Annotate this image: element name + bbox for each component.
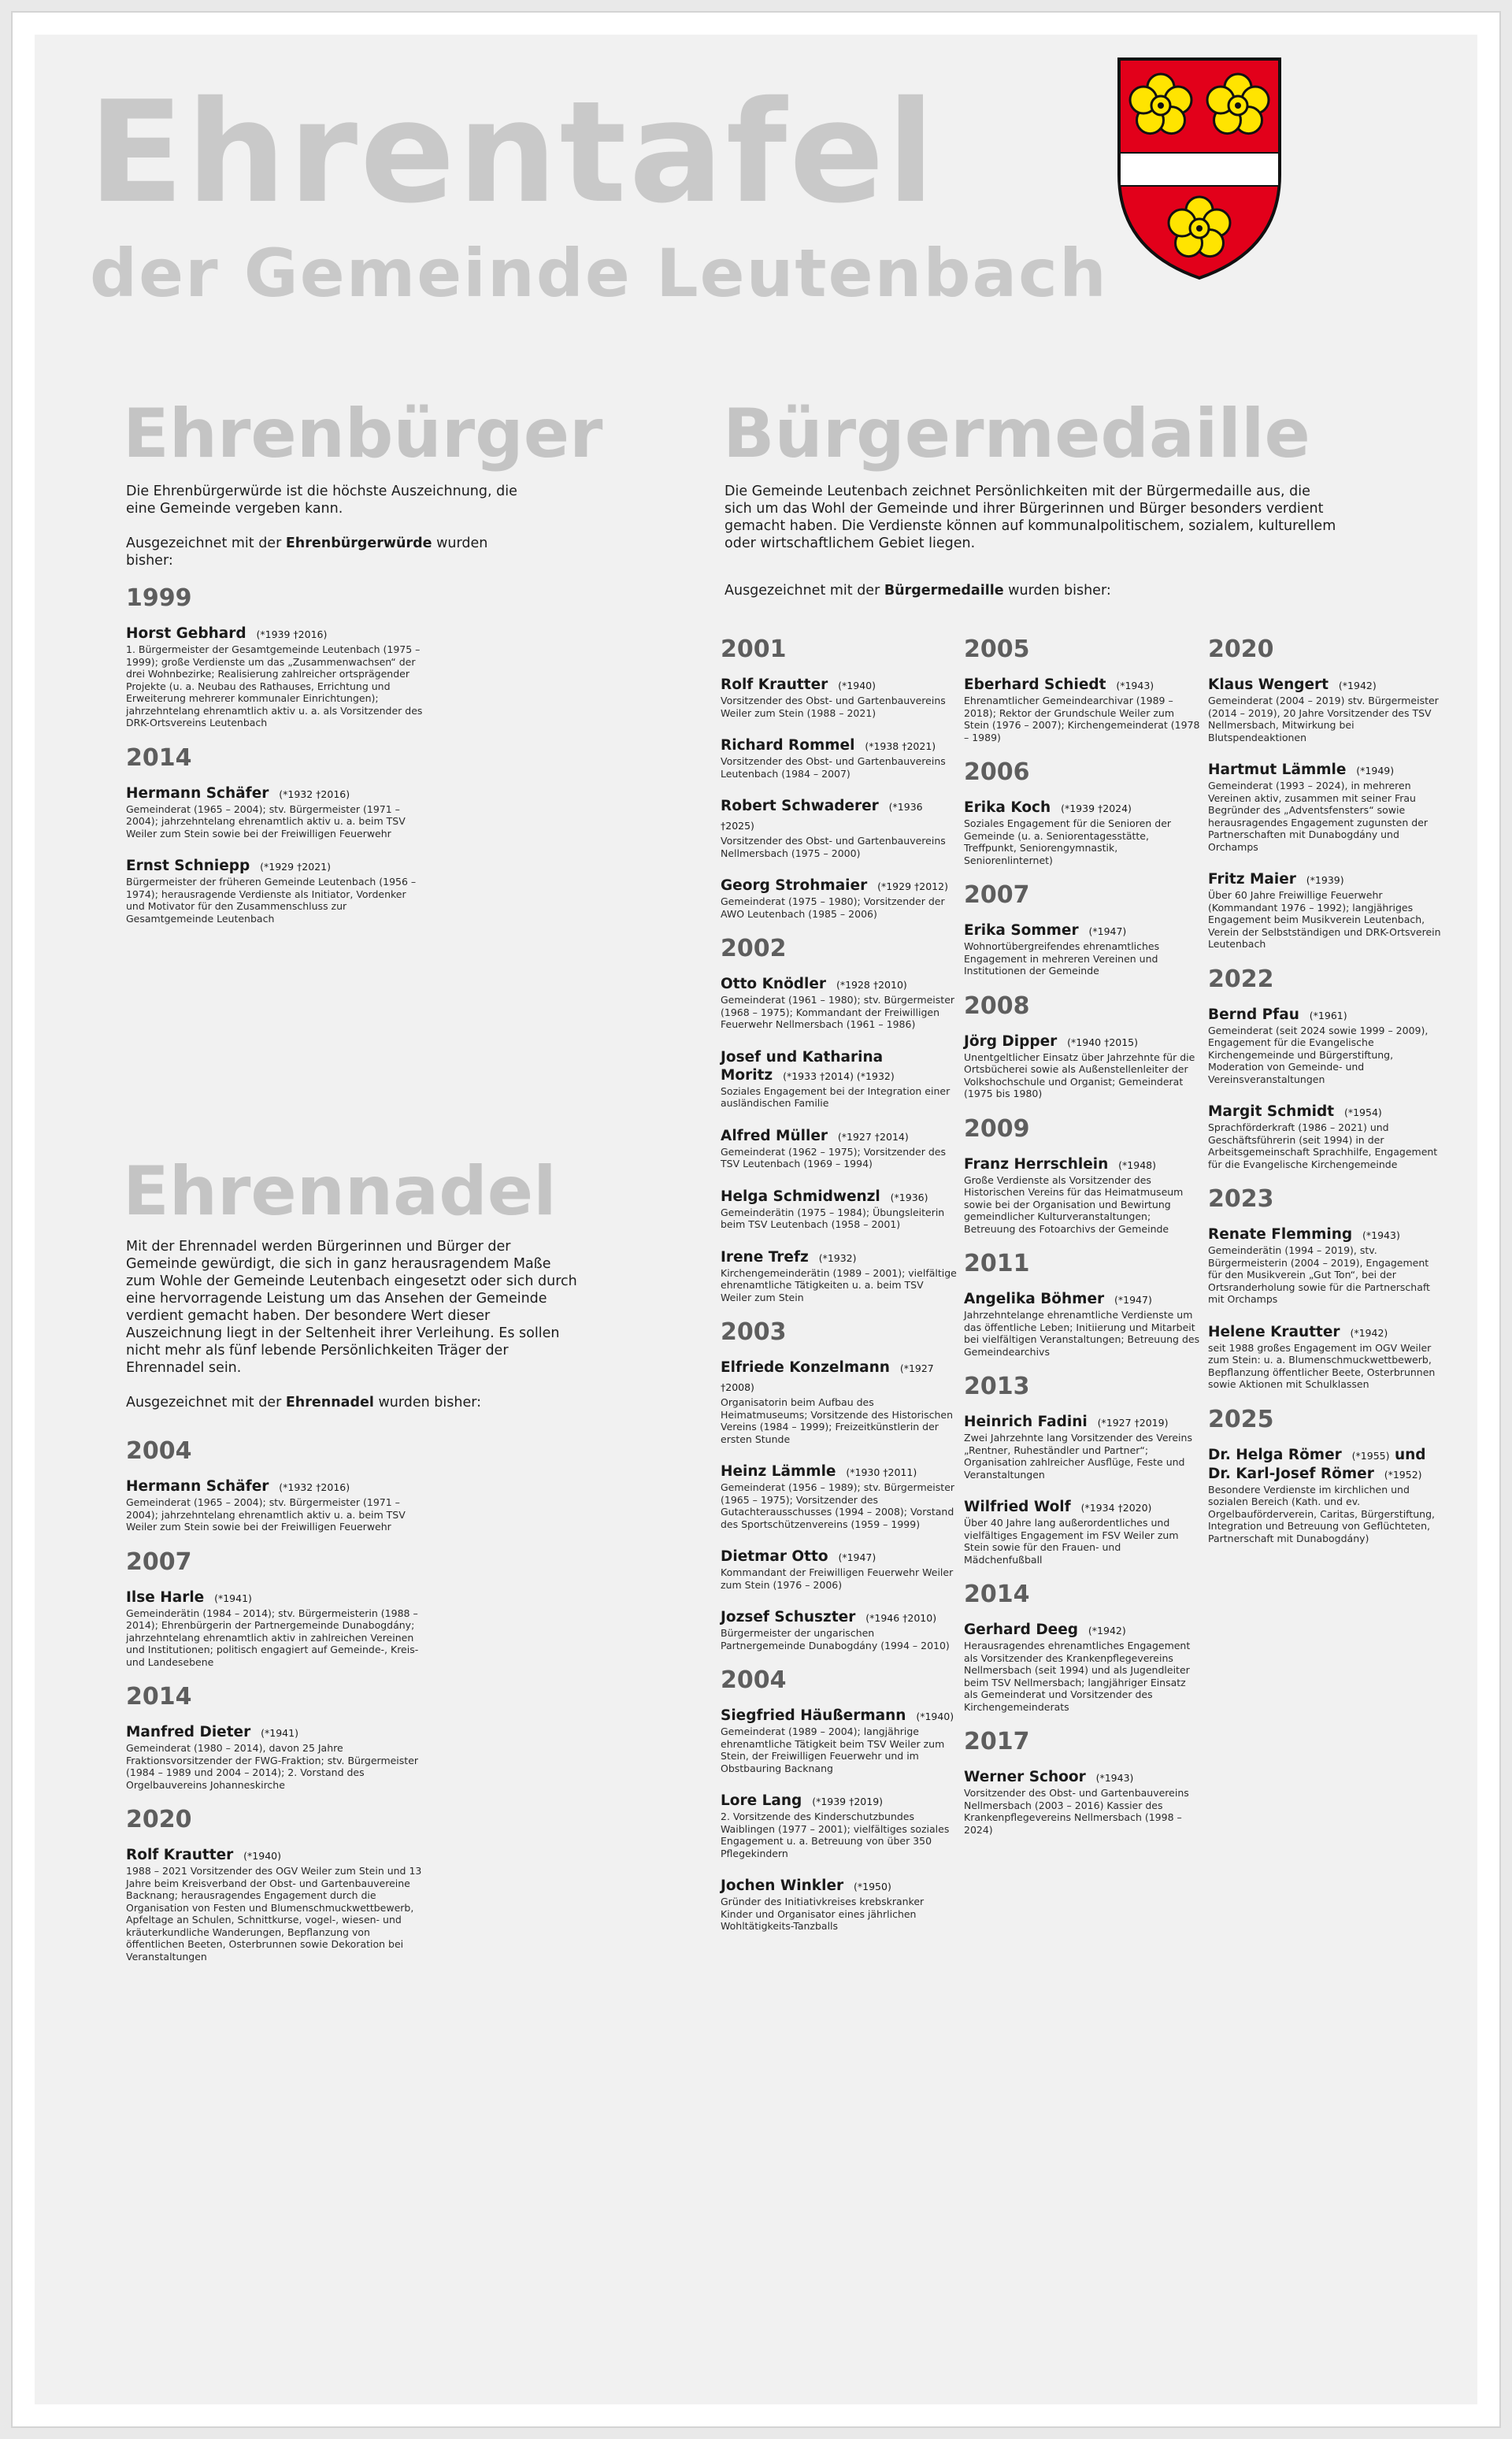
honoree-name: Ilse Harle: [126, 1588, 205, 1606]
honoree-lifespan: (*1942): [1088, 1625, 1126, 1637]
honoree-name-line: [964, 799, 1200, 817]
honoree-description: Bürgermeister der früheren Gemeinde Leutenbach (1956 – 1974); herausragende Verdienste als Initiator, Vordenker und Motivator für den Zusammenschluss zur Gesamtgemeinde Leutenbach: [126, 876, 417, 925]
honoree-name-line: [126, 1477, 425, 1496]
honoree-description: Kirchengemeinderätin (1989 – 2001); vielfältige ehrenamtliche Tätigkeiten u. a. beim TSV Weiler zum Stein: [721, 1266, 957, 1303]
awarded-pre: Ausgezeichnet mit der: [724, 583, 884, 599]
honoree-name-line: [721, 1127, 957, 1146]
awarded-pre: Ausgezeichnet mit der: [126, 1395, 286, 1410]
honoree-name: Heinrich Fadini: [964, 1414, 1088, 1430]
honoree-name: Hartmut Lämmle: [1208, 762, 1347, 778]
honoree-lifespan: (*1947): [1114, 1294, 1152, 1306]
honoree-entry: [126, 1723, 425, 1791]
honoree-name: Dietmar Otto: [721, 1548, 828, 1565]
honoree-name-line: [964, 921, 1200, 940]
honoree-name-line: [964, 1155, 1200, 1174]
honoree-description: 1988 – 2021 Vorsitzender des OGV Weiler zum Stein und 13 Jahre beim Kreisverband der Obst- und Gartenbauvereine Backnang; herausragendes Engagement durch die Organisation von Festen und Blumenschmuckwettbewerb, Apfeltage an Schulen, Schnittkurse, vogel-, wiesen- und kräuterkundliche Wanderungen, Bepflanzung von öffentlichen Beeten, Osterbrunnen sowie Dekoration bei Veranstaltungen: [126, 1865, 422, 1963]
awarded-bold: Ehrennadel: [285, 1395, 374, 1410]
honoree-description: Gemeinderat (seit 2024 sowie 1999 – 2009), Engagement für die Evangelische Kirchengemeinde und Bürgerstiftung, Moderation von Gemeinde- und Vereinsveranstaltungen: [1208, 1024, 1429, 1085]
honoree-lifespan: (*1946 †2010): [865, 1612, 937, 1624]
coat-of-arms-icon: [1117, 57, 1282, 280]
honoree-lifespan: (*1950): [854, 1881, 891, 1892]
honoree-name: Josef und Katharina Moritz: [721, 1048, 884, 1084]
honoree-description: Über 40 Jahre lang außerordentliches und vielfältiges Engagement im FSV Weiler zum Stein sowie für den Frauen- und Mädchenfußball: [964, 1517, 1179, 1566]
honoree-entry: [721, 877, 957, 920]
honoree-name-line: [1208, 1103, 1444, 1121]
honoree-description: Ehrenamtlicher Gemeindearchivar (1989 – 2018); Rektor der Grundschule Weiler zum Stein (1976 – 2007); Kirchengemeinderat (1978 – 1989): [964, 695, 1200, 743]
honoree-name: Hermann Schäfer: [126, 1478, 269, 1495]
honoree-description: 1. Bürgermeister der Gesamtgemeinde Leutenbach (1975 – 1999); große Verdienste um das „Zusammenwachsen“ der drei Wohnbezirke; Realisierung zahlreicher ortsprägender Projekte (u. a. Neubau des Rathauses, Errichtung und Erweiterung mehrerer kommunaler Einrichtungen); jahrzehntelang ehrenamtlich aktiv u. a. als Vorsitzender des DRK-Ortsvereins Leutenbach: [126, 643, 423, 728]
honoree-entry: [964, 1413, 1200, 1481]
honoree-name-line: [1208, 1446, 1444, 1484]
honoree-description: Vorsitzender des Obst- und Gartenbauvereins Leutenbach (1984 – 2007): [721, 755, 946, 780]
honoree-name: Jochen Winkler: [721, 1877, 844, 1894]
honoree-name: Rolf Krautter: [126, 1847, 234, 1863]
ehrenbuerger-list: [126, 584, 425, 942]
honoree-description: Gemeinderat (1980 – 2014), davon 25 Jahre Fraktionsvorsitzender der FWG-Fraktion; stv. Bürgermeister (1984 – 1989 und 2004 – 2014); 2. Vorstand des Orgelbauvereins Johanneskirche: [126, 1742, 419, 1791]
medaille-column-3: [1208, 638, 1444, 1562]
honoree-name-line: [1208, 1225, 1444, 1244]
page-subtitle: der Gemeinde Leutenbach: [90, 235, 1108, 312]
honoree-lifespan: (*1934 †2020): [1080, 1502, 1152, 1514]
honoree-name: Otto Knödler: [721, 976, 827, 992]
honoree-lifespan: (*1948): [1118, 1158, 1156, 1171]
honoree-name-line: [126, 1846, 425, 1865]
honoree-name-line: [126, 857, 425, 876]
honoree-lifespan: (*1941): [261, 1727, 298, 1739]
honoree-description: Gründer des Initiativkreises krebskranker Kinder und Organisator eines jährlichen Wohltätigkeits-Tanzballs: [721, 1896, 925, 1932]
honoree-entry: [1208, 676, 1444, 743]
honoree-name-line: [964, 1621, 1200, 1640]
honoree-entry: [1208, 1103, 1444, 1170]
honoree-name-line: [721, 1359, 957, 1396]
honoree-entry: [721, 736, 957, 780]
honoree-lifespan: (*1927 †2019): [1097, 1417, 1169, 1429]
honoree-entry: [964, 1155, 1200, 1236]
honoree-name-second: Dr. Karl-Josef Römer: [1208, 1465, 1374, 1482]
honoree-name-line: [964, 1498, 1200, 1517]
honoree-name-line: [721, 1462, 957, 1481]
awarded-post: wurden bisher:: [373, 1395, 482, 1410]
ehrennadel-intro-text: Mit der Ehrennadel werden Bürgerinnen und Bürger der Gemeinde gewürdigt, die sich in ganz herausragendem Maße zum Wohle der Gemeinde Leutenbach eingesetzt oder sich durch eine hervorragende Leistung um das Ansehen der Gemeinde verdient gemacht haben. Der besondere Wert dieser Auszeichnung liegt in der Seltenheit ihrer Verleihung. Es sollen nicht mehr als fünf lebende Persönlichkeiten Träger der Ehrennadel sein.: [126, 1239, 577, 1376]
honoree-lifespan: (*1939 †2016): [256, 628, 328, 640]
honoree-lifespan: (*1961): [1309, 1009, 1347, 1021]
honoree-name: Heinz Lämmle: [721, 1463, 836, 1480]
honoree-name-line: [1208, 1006, 1444, 1025]
honoree-entry: [721, 1048, 957, 1110]
awarded-post: wurden bisher:: [126, 536, 488, 569]
honoree-name: Werner Schoor: [964, 1769, 1086, 1785]
honoree-lifespan: (*1927 †2008): [721, 1362, 934, 1393]
honoree-name: Irene Trefz: [721, 1248, 809, 1266]
honoree-name: Erika Koch: [964, 799, 1051, 816]
honoree-entry: [1208, 1225, 1444, 1306]
honoree-lifespan: (*1933 †2014) (*1932): [783, 1069, 895, 1082]
honoree-description: Große Verdienste als Vorsitzender des Historischen Vereins für das Heimatmuseum sowie bei der Organisation und Bewirtung gemeindlicher Kulturveranstaltungen; Betreuung des Fotoarchivs der Gemeinde: [964, 1173, 1184, 1235]
honoree-name-line: [721, 1707, 957, 1725]
year-heading: 2022: [1208, 965, 1274, 993]
honoree-description: seit 1988 großes Engagement im OGV Weiler zum Stein: u. a. Blumenschmuckwettbewerb, Bepflanzung öffentlicher Beete, Osterbrunnen sowie Aktionen mit Schulklassen: [1208, 1341, 1436, 1390]
honoree-entry: [964, 1498, 1200, 1566]
medaille-intro-text: Die Gemeinde Leutenbach zeichnet Persönlichkeiten mit der Bürgermedaille aus, die sich um das Wohl der Gemeinde und ihrer Bürgerinnen und Bürger besonders verdient gemacht haben. Die Verdienste können auf kommunalpolitischem, sozialem, kulturellem oder wirtschaftlichem Gebiet liegen.: [724, 484, 1336, 551]
honoree-description: Besondere Verdienste im kirchlichen und sozialen Bereich (Kath. und ev. Orgelbauförderverein, Caritas, Bürgerstiftung, Integration und Betreuung von Geflüchteten, Partnerschaft mit Dunabogdány): [1208, 1483, 1436, 1544]
honoree-description: Organisatorin beim Aufbau des Heimatmuseums; Vorsitzende des Historischen Vereins (1984 – 1999); Freizeitkünstlerin der ersten Stunde: [721, 1396, 954, 1445]
honoree-name-line: [721, 797, 957, 835]
honoree-entry: [721, 797, 957, 859]
honoree-description: Herausragendes ehrenamtliches Engagement als Vorsitzender des Krankenpflegevereins Nellmersbach (seit 1994) und als Jugendleiter beim TSV Nellmersbach; langjähriger Einsatz als Gemeinderat und Vorsitzender des Kirchengemeinderats: [964, 1640, 1191, 1713]
honoree-entry: [126, 857, 425, 925]
honoree-name: Eberhard Schiedt: [964, 676, 1106, 693]
medaille-awarded-line: [724, 582, 1339, 599]
honoree-name: Helga Schmidwenzl: [721, 1188, 880, 1205]
honoree-name-line: [964, 1290, 1200, 1309]
year-heading: 2023: [1208, 1185, 1274, 1213]
honoree-lifespan: (*1929 †2012): [877, 880, 948, 892]
honoree-entry: [126, 1588, 425, 1669]
honoree-name: Manfred Dieter: [126, 1724, 251, 1740]
honoree-lifespan-second: (*1952): [1384, 1468, 1422, 1481]
honoree-name-line: [126, 784, 425, 803]
honoree-lifespan: (*1942): [1350, 1326, 1388, 1339]
honoree-lifespan: (*1954): [1343, 1106, 1382, 1118]
honoree-entry: [721, 1707, 957, 1774]
honoree-description: 2. Vorsitzende des Kinderschutzbundes Waiblingen (1977 – 2001); vielfältiges soziales Engagement u. a. Betreuung von über 350 Pflegekindern: [721, 1811, 950, 1859]
honoree-lifespan: (*1939 †2019): [812, 1796, 884, 1807]
honoree-name: Klaus Wengert: [1208, 676, 1329, 693]
year-heading: 1999: [126, 584, 192, 612]
year-heading: 2003: [721, 1318, 787, 1346]
honoree-name-line: [1208, 761, 1444, 780]
honoree-entry: [721, 1462, 957, 1530]
honoree-name: Horst Gebhard: [126, 625, 246, 642]
honoree-description: Gemeinderat (1961 – 1980); stv. Bürgermeister (1968 – 1975); Kommandant der Freiwilligen Feuerwehr Nellmersbach (1961 – 1986): [721, 994, 955, 1030]
honoree-entry: [721, 1248, 957, 1304]
year-heading: 2017: [964, 1728, 1030, 1755]
honoree-lifespan: (*1940): [838, 680, 876, 691]
honoree-entry: [721, 676, 957, 719]
honoree-description: Gemeinderat (2004 – 2019) stv. Bürgermeister (2014 – 2019), 20 Jahre Vorsitzender des TSV Nellmersbach, Mitwirkung bei Blutspendeaktionen: [1208, 695, 1439, 743]
honoree-name-line: [721, 1877, 957, 1896]
honoree-name: Wilfried Wolf: [964, 1499, 1071, 1515]
honoree-lifespan: (*1932): [818, 1251, 857, 1264]
honoree-entry: [721, 1792, 957, 1859]
year-heading: 2005: [964, 636, 1030, 663]
honoree-name: Jozsef Schuszter: [721, 1609, 856, 1625]
honoree-name: Alfred Müller: [721, 1127, 828, 1144]
honoree-description: Kommandant der Freiwilligen Feuerwehr Weiler zum Stein (1976 – 2006): [721, 1566, 954, 1591]
honoree-name: Rolf Krautter: [721, 676, 828, 693]
year-heading: 2025: [1208, 1405, 1274, 1433]
awarded-pre: Ausgezeichnet mit der: [126, 536, 286, 551]
ehrenbuerger-intro: [126, 483, 520, 569]
year-heading: 2014: [126, 743, 192, 772]
year-heading: 2001: [721, 636, 787, 663]
year-heading: 2014: [126, 1683, 192, 1711]
honoree-entry: [964, 799, 1200, 866]
honoree-name-line: [126, 1723, 425, 1742]
honoree-name: Ernst Schniepp: [126, 858, 250, 874]
honoree-entry: [1208, 870, 1444, 951]
honoree-name-line: [721, 877, 957, 895]
honoree-lifespan: (*1932 †2016): [279, 1481, 350, 1493]
year-heading: 2020: [1208, 636, 1274, 663]
honoree-lifespan: (*1940 †2015): [1067, 1036, 1139, 1048]
ehrennadel-intro: [126, 1238, 583, 1411]
honoree-name-line: [721, 1548, 957, 1566]
honoree-name-line: [721, 1792, 957, 1811]
honoree-description: Gemeinderat (1975 – 1980); Vorsitzender der AWO Leutenbach (1985 – 2006): [721, 895, 945, 920]
honoree-description: Jahrzehntelange ehrenamtliche Verdienste um das öffentliche Leben; Initiierung und Mitarbeit bei vielfältigen Veranstaltungen; Betreuung des Gemeindearchivs: [964, 1309, 1200, 1358]
honoree-lifespan: (*1940): [916, 1711, 954, 1722]
ehrenbuerger-heading: Ehrenbürger: [123, 395, 603, 473]
honoree-description: Über 60 Jahre Freiwillige Feuerwehr (Kommandant 1976 – 1992); langjähriges Engagement beim Musikverein Leutenbach, Verein der Selbstständigen und DRK-Ortsverein Leutenbach: [1208, 889, 1441, 950]
year-heading: 2020: [126, 1806, 192, 1833]
year-heading: 2004: [721, 1666, 787, 1694]
honoree-lifespan: (*1943): [1116, 680, 1154, 691]
honoree-name-line: [126, 1588, 425, 1607]
page-title: Ehrentafel: [88, 71, 937, 234]
honoree-entry: [126, 784, 425, 840]
year-heading: 2006: [964, 758, 1030, 786]
honoree-lifespan: (*1932 †2016): [279, 788, 350, 800]
honoree-name-line: [126, 625, 425, 643]
honoree-lifespan: (*1941): [214, 1592, 252, 1604]
honoree-lifespan: (*1939 †2024): [1061, 802, 1132, 814]
honoree-description: Wohnortübergreifendes ehrenamtliches Engagement in mehreren Vereinen und Institutionen der Gemeinde: [964, 940, 1160, 977]
honoree-lifespan: (*1936 †2025): [721, 801, 923, 832]
honoree-name: Helene Krautter: [1208, 1323, 1340, 1340]
year-heading: 2014: [964, 1581, 1030, 1608]
honoree-entry: [964, 921, 1200, 977]
honoree-name-line: [964, 1032, 1200, 1051]
honoree-lifespan: (*1936): [890, 1191, 928, 1203]
honoree-description: Vorsitzender des Obst- und Gartenbauvereins Nellmersbach (2003 – 2016) Kassier des Krankenpflegevereins Nellmersbach (1998 – 2024): [964, 1787, 1189, 1836]
honoree-name-line: [721, 1248, 957, 1267]
year-heading: 2004: [126, 1437, 192, 1465]
honoree-lifespan: (*1928 †2010): [836, 979, 907, 991]
honoree-name-line: [1208, 1323, 1444, 1342]
honoree-name: Margit Schmidt: [1208, 1103, 1335, 1120]
medaille-intro: [724, 483, 1339, 599]
honoree-entry: [1208, 761, 1444, 853]
honoree-entry: [126, 625, 425, 729]
honoree-entry: [1208, 1446, 1444, 1545]
honoree-lifespan: (*1955): [1351, 1449, 1390, 1462]
honoree-name-line: [964, 1413, 1200, 1432]
year-heading: 2002: [721, 935, 787, 962]
honoree-description: Gemeinderat (1965 – 2004); stv. Bürgermeister (1971 – 2004); jahrzehntelang ehrenamtlich aktiv u. a. beim TSV Weiler zum Stein sowie bei der Freiwilligen Feuerwehr: [126, 1496, 406, 1533]
year-heading: 2013: [964, 1373, 1030, 1400]
honoree-entry: [721, 1608, 957, 1651]
honoree-lifespan: (*1943): [1095, 1772, 1134, 1784]
honoree-name: Erika Sommer: [964, 922, 1079, 939]
honoree-lifespan: (*1940): [243, 1850, 281, 1862]
honoree-name: Robert Schwaderer: [721, 798, 879, 814]
honoree-entry: [964, 1032, 1200, 1100]
honoree-name: Lore Lang: [721, 1792, 802, 1809]
honoree-entry: [721, 1359, 957, 1445]
honoree-name: Dr. Helga Römer: [1208, 1446, 1342, 1463]
honoree-name-line: [721, 1048, 957, 1085]
honoree-name: Renate Flemming: [1208, 1226, 1353, 1243]
honoree-name: Jörg Dipper: [964, 1032, 1058, 1050]
honoree-entry: [126, 1477, 425, 1533]
honoree-entry: [964, 1768, 1200, 1836]
honoree-description: Soziales Engagement bei der Integration einer ausländischen Familie: [721, 1084, 951, 1109]
honoree-description: Zwei Jahrzehnte lang Vorsitzender des Vereins „Rentner, Ruheständler und Partner“; Organisation zahlreicher Ausflüge, Feste und Veranstaltungen: [964, 1432, 1192, 1481]
honoree-entry: [964, 1621, 1200, 1713]
honoree-description: Bürgermeister der ungarischen Partnergemeinde Dunabogdány (1994 – 2010): [721, 1627, 950, 1651]
honoree-entry: [721, 975, 957, 1031]
honoree-name-line: [964, 1768, 1200, 1787]
awarded-bold: Bürgermedaille: [884, 583, 1004, 599]
honoree-lifespan: (*1930 †2011): [846, 1466, 917, 1478]
honoree-name: Hermann Schäfer: [126, 784, 269, 802]
medaille-column-1: [721, 638, 957, 1950]
honoree-description: Vorsitzender des Obst- und Gartenbauvereins Nellmersbach (1975 – 2000): [721, 835, 946, 859]
awarded-bold: Ehrenbürgerwürde: [285, 536, 432, 551]
honoree-entry: [721, 1188, 957, 1231]
honoree-name: Elfriede Konzelmann: [721, 1359, 890, 1376]
year-heading: 2007: [964, 881, 1030, 909]
awarded-post: wurden bisher:: [1003, 583, 1111, 599]
honoree-name: Gerhard Deeg: [964, 1622, 1079, 1638]
honoree-lifespan: (*1943): [1362, 1229, 1400, 1241]
honoree-name-line: [721, 1608, 957, 1627]
honoree-entry: [126, 1846, 425, 1963]
honoree-lifespan: (*1927 †2014): [837, 1130, 909, 1143]
honoree-entry: [964, 1290, 1200, 1358]
honoree-entry: [721, 1877, 957, 1933]
ehrenbuerger-intro-text: Die Ehrenbürgerwürde ist die höchste Auszeichnung, die eine Gemeinde vergeben kann.: [126, 484, 517, 517]
medaille-column-2: [964, 638, 1200, 1853]
year-heading: 2009: [964, 1114, 1030, 1143]
year-heading: 2008: [964, 992, 1030, 1020]
honoree-name: Siegfried Häußermann: [721, 1707, 906, 1724]
honoree-entry: [721, 1127, 957, 1170]
medaille-heading: Bürgermedaille: [723, 395, 1310, 473]
honoree-name: Angelika Böhmer: [964, 1291, 1105, 1307]
honoree-description: Gemeinderätin (1984 – 2014); stv. Bürgermeisterin (1988 – 2014); Ehrenbürgerin der Partnergemeinde Dunabogdány; jahrzehntelang ehrenamtlich aktiv in zahlreichen Vereinen und Institutionen; politisch engagiert auf Gemeinde-, Kreis- und Landesebene: [126, 1607, 419, 1668]
honoree-description: Sprachförderkraft (1986 – 2021) und Geschäftsführerin (seit 1994) in der Arbeitsgemeinschaft Sprachhilfe, Engagement für die Evangelische Kirchengemeinde: [1208, 1121, 1438, 1170]
honoree-description: Vorsitzender des Obst- und Gartenbauvereins Weiler zum Stein (1988 – 2021): [721, 695, 946, 719]
honoree-lifespan: (*1947): [838, 1551, 876, 1563]
honoree-description: Gemeinderat (1989 – 2004); langjährige ehrenamtliche Tätigkeit beim TSV Weiler zum Stein, der Freiwilligen Feuerwehr und im Obstbauring Backnang: [721, 1725, 945, 1774]
honoree-entry: [1208, 1323, 1444, 1391]
honoree-description: Gemeinderat (1956 – 1989); stv. Bürgermeister (1965 – 1975); Vorsitzender des Gutachterausschusses (1994 – 2008); Vorstand des Sportschützenvereins (1959 – 1999): [721, 1481, 955, 1530]
honoree-description: Unentgeltlicher Einsatz über Jahrzehnte für die Ortsbücherei sowie als Außenstellenleiter der Volkshochschule und Organist; Gemeinderat (1975 bis 1980): [964, 1051, 1195, 1099]
honoree-lifespan: (*1939): [1306, 874, 1344, 886]
ehrennadel-awarded-line: [126, 1394, 583, 1411]
honoree-lifespan: (*1947): [1088, 925, 1127, 937]
ehrennadel-heading: Ehrennadel: [123, 1152, 557, 1231]
honoree-description: Gemeinderätin (1994 – 2019), stv. Bürgermeisterin (2004 – 2019), Engagement für den Musikverein „Gut Ton“, bei der Ortsranderholung sowie für die Partnerschaft mit Orchamps: [1208, 1244, 1430, 1305]
honoree-name: Fritz Maier: [1208, 871, 1296, 888]
ehrenbuerger-awarded-line: [126, 535, 520, 569]
honoree-description: Soziales Engagement für die Senioren der Gemeinde (u. a. Seniorentagesstätte, Treffpunkt, Seniorengymnastik, Seniorenlinternet): [964, 817, 1172, 866]
honoree-lifespan: (*1949): [1356, 765, 1395, 777]
honoree-name-line: [721, 975, 957, 994]
honoree-name-line: [1208, 676, 1444, 695]
honoree-description: Gemeinderat (1962 – 1975); Vorsitzender des TSV Leutenbach (1969 – 1994): [721, 1145, 946, 1169]
honoree-lifespan: (*1942): [1338, 680, 1377, 691]
honoree-lifespan: (*1929 †2021): [260, 861, 331, 873]
honoree-entry: [721, 1548, 957, 1591]
honoree-lifespan: (*1938 †2021): [865, 740, 936, 752]
honoree-name-line: [964, 676, 1200, 695]
honoree-description: Gemeinderat (1965 – 2004); stv. Bürgermeister (1971 – 2004); jahrzehntelang ehrenamtlich aktiv u. a. beim TSV Weiler zum Stein sowie bei der Freiwilligen Feuerwehr: [126, 802, 406, 840]
honoree-entry: [1208, 1006, 1444, 1086]
honoree-name-line: [721, 676, 957, 695]
honoree-name-line: [1208, 870, 1444, 889]
ehrennadel-list: [126, 1437, 425, 1980]
honoree-name: Richard Rommel: [721, 737, 855, 754]
year-heading: 2007: [126, 1548, 192, 1576]
honoree-name-line: [721, 1188, 957, 1207]
honoree-name: Georg Strohmaier: [721, 877, 868, 894]
honoree-description: Gemeinderat (1993 – 2024), in mehreren Vereinen aktiv, zusammen mit seiner Frau Begründer des „Adventsfensters“ sowie herausragendes Engagement zugunsten der Partnerschaften mit Dunabogdány und Orchamps: [1208, 780, 1429, 853]
honoree-name: Bernd Pfau: [1208, 1006, 1299, 1023]
year-heading: 2011: [964, 1250, 1030, 1277]
honoree-entry: [964, 676, 1200, 743]
honoree-name: Franz Herrschlein: [964, 1155, 1109, 1173]
honoree-description: Gemeinderätin (1975 – 1984); Übungsleiterin beim TSV Leutenbach (1958 – 2001): [721, 1206, 945, 1230]
honoree-name-line: [721, 736, 957, 755]
honoree-conjunction: und: [1394, 1446, 1426, 1463]
